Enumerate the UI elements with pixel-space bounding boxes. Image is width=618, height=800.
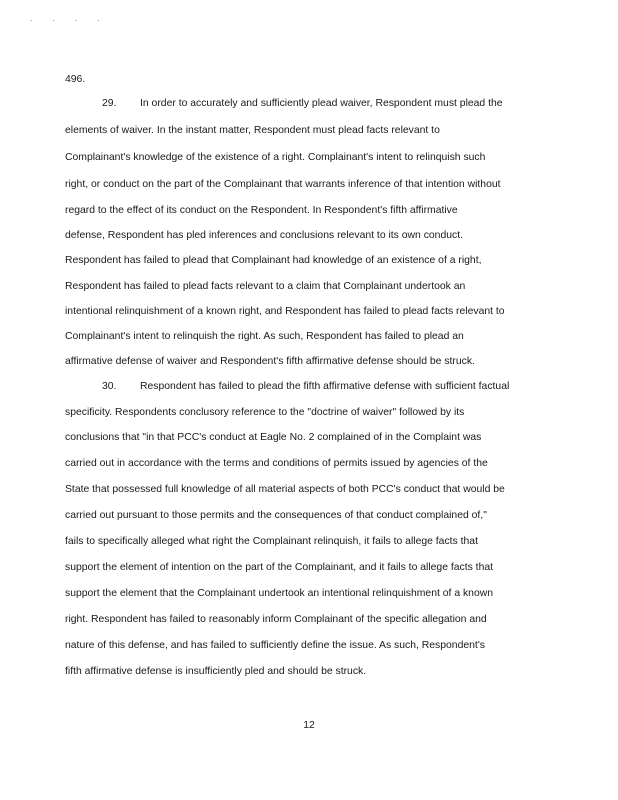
paragraph-30-line: support the element that the Complainant undertook an intentional relinquishment of a known <box>65 588 494 599</box>
paragraph-30-line: nature of this defense, and has failed to sufficiently define the issue. As such, Respondent's <box>65 640 485 651</box>
paragraph-30-line: carried out in accordance with the terms and conditions of permits issued by agencies of the <box>65 458 488 469</box>
paragraph-30-line: specificity. Respondents conclusory reference to the "doctrine of waiver" followed by its <box>65 407 465 418</box>
carryover-text: 496. <box>65 74 86 85</box>
paragraph-29-line: defense, Respondent has pled inferences and conclusions relevant to its own conduct. <box>65 230 463 241</box>
paragraph-29-line: regard to the effect of its conduct on the Respondent. In Respondent's fifth affirmative <box>65 205 458 216</box>
paragraph-29-line: affirmative defense of waiver and Respondent's fifth affirmative defense should be struck. <box>65 356 475 367</box>
paragraph-30-line: support the element of intention on the part of the Complainant, and it fails to allege facts that <box>65 562 494 573</box>
paragraph-29-line: Complainant's knowledge of the existence of a right. Complainant's intent to relinquish such <box>65 152 486 163</box>
paragraph-number: 29. <box>102 98 117 109</box>
paragraph-number: 30. <box>102 381 117 392</box>
page-number: 12 <box>303 720 315 731</box>
paragraph-30-line: fails to specifically alleged what right the Complainant relinquish, it fails to allege facts that <box>65 536 478 547</box>
paragraph-29-line: right, or conduct on the part of the Complainant that warrants inference of that intention without <box>65 179 501 190</box>
paragraph-29-line: elements of waiver. In the instant matter, Respondent must plead facts relevant to <box>65 125 440 136</box>
paragraph-30-line: carried out pursuant to those permits and the consequences of that conduct complained of," <box>65 510 487 521</box>
paragraph-30-line: right. Respondent has failed to reasonably inform Complainant of the specific allegation and <box>65 614 487 625</box>
paragraph-29-line: Respondent has failed to plead that Complainant had knowledge of an existence of a right, <box>65 255 482 266</box>
paragraph-29-line: intentional relinquishment of a known right, and Respondent has failed to plead facts relevant to <box>65 306 505 317</box>
header-marks: . . . . <box>30 14 109 23</box>
paragraph-30-line: State that possessed full knowledge of all material aspects of both PCC's conduct that would be <box>65 484 505 495</box>
paragraph-29-line: Complainant's intent to relinquish the right. As such, Respondent has failed to plead an <box>65 331 464 342</box>
paragraph-29-line: Respondent has failed to plead facts relevant to a claim that Complainant undertook an <box>65 281 466 292</box>
paragraph-30-line: 30. Respondent has failed to plead the fifth affirmative defense with sufficient factual <box>102 381 510 392</box>
paragraph-30-line: conclusions that "in that PCC's conduct at Eagle No. 2 complained of in the Complaint was <box>65 432 482 443</box>
paragraph-29-line: 29. In order to accurately and sufficiently plead waiver, Respondent must plead the <box>102 98 503 109</box>
paragraph-30-line: fifth affirmative defense is insufficiently pled and should be struck. <box>65 666 367 677</box>
